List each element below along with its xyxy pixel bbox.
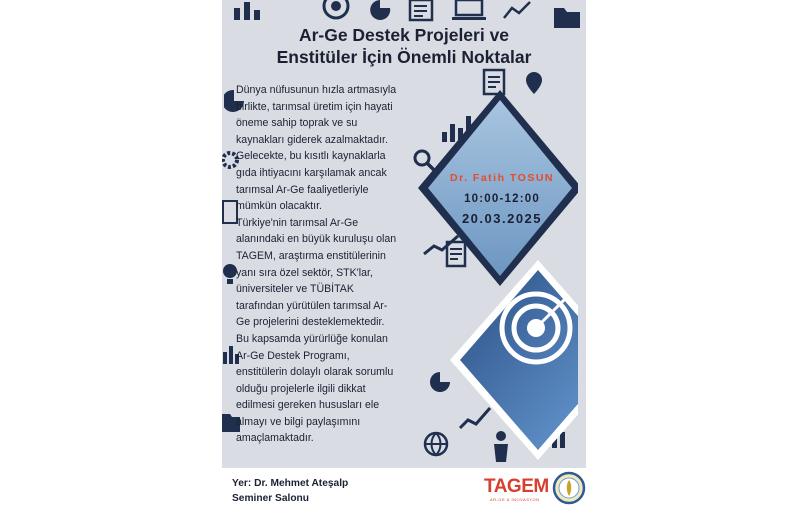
- text-line: tarafından yürütülen tarımsal Ar-: [236, 299, 388, 312]
- tagem-logo-subtext: AR-GE & İNOVASYON: [490, 497, 540, 502]
- pie-chart-icon: [367, 0, 393, 20]
- text-line: enstitülerin dolaylı olarak sorumlu: [236, 366, 394, 379]
- text-line: yanı sıra özel sektör, STK'lar,: [236, 266, 373, 279]
- text-line: Gelecekte, bu kısıtlı kaynaklarla: [236, 150, 386, 163]
- poster-footer: [222, 468, 586, 508]
- page-title: [222, 24, 586, 68]
- text-line: edilmesi gereken hususları ele: [236, 399, 380, 412]
- text-line: almayı ve bilgi paylaşımını: [236, 415, 361, 428]
- text-line: alanındaki en büyük kuruluşu olan: [236, 233, 397, 246]
- text-line: TAGEM, araştırma enstitülerinin: [236, 249, 386, 262]
- title-line: Enstitüler İçin Önemli Noktalar: [276, 47, 532, 67]
- event-info: [427, 172, 577, 226]
- text-line: birlikte, tarımsal üretim için hayati: [236, 100, 393, 113]
- speaker-name: Dr. Fatih TOSUN: [450, 172, 554, 184]
- text-line: Dünya nüfusunun hızla artmasıyla: [236, 84, 397, 96]
- text-line: kaynakları giderek azalmaktadır.: [236, 133, 388, 146]
- document-icon: [407, 0, 437, 22]
- venue-info: [232, 476, 348, 506]
- text-line: amaçlamaktadır.: [236, 432, 314, 445]
- text-line: Ge projelerini desteklemektedir.: [236, 316, 385, 329]
- title-line: Ar-Ge Destek Projeleri ve: [298, 25, 510, 45]
- venue-line: Seminer Salonu: [232, 493, 309, 504]
- ministry-seal-icon: [552, 471, 586, 505]
- chart-icon: [232, 0, 272, 22]
- event-date: 20.03.2025: [461, 211, 543, 226]
- tagem-logo: TAGEM: [484, 476, 549, 497]
- text-line: tarımsal Ar-Ge faaliyetleriyle: [236, 183, 369, 196]
- text-line: üniversiteler ve TÜBİTAK: [236, 283, 354, 296]
- laptop-icon: [452, 0, 486, 22]
- event-poster: [222, 0, 586, 508]
- text-line: Ar-Ge Destek Programı,: [236, 349, 350, 362]
- text-line: mümkün olacaktır.: [236, 200, 322, 213]
- text-line: Türkiye'nin tarımsal Ar-Ge: [236, 216, 359, 229]
- target-icon: [502, 294, 570, 362]
- description-text: [236, 82, 428, 447]
- text-line: gıda ihtiyacını karşılamak ancak: [236, 166, 387, 179]
- text-line: öneme sahip toprak ve su: [236, 117, 358, 130]
- event-time: 10:00-12:00: [464, 193, 540, 205]
- diamond-graphic: [418, 88, 578, 468]
- text-line: Bu kapsamda yürürlüğe konulan: [236, 332, 388, 345]
- venue-line: Yer: Dr. Mehmet Ateşalp: [232, 478, 349, 489]
- text-line: olduğu projelerle ilgili dikkat: [236, 382, 366, 395]
- target-icon: [322, 0, 350, 20]
- analytics-icon: [502, 0, 532, 20]
